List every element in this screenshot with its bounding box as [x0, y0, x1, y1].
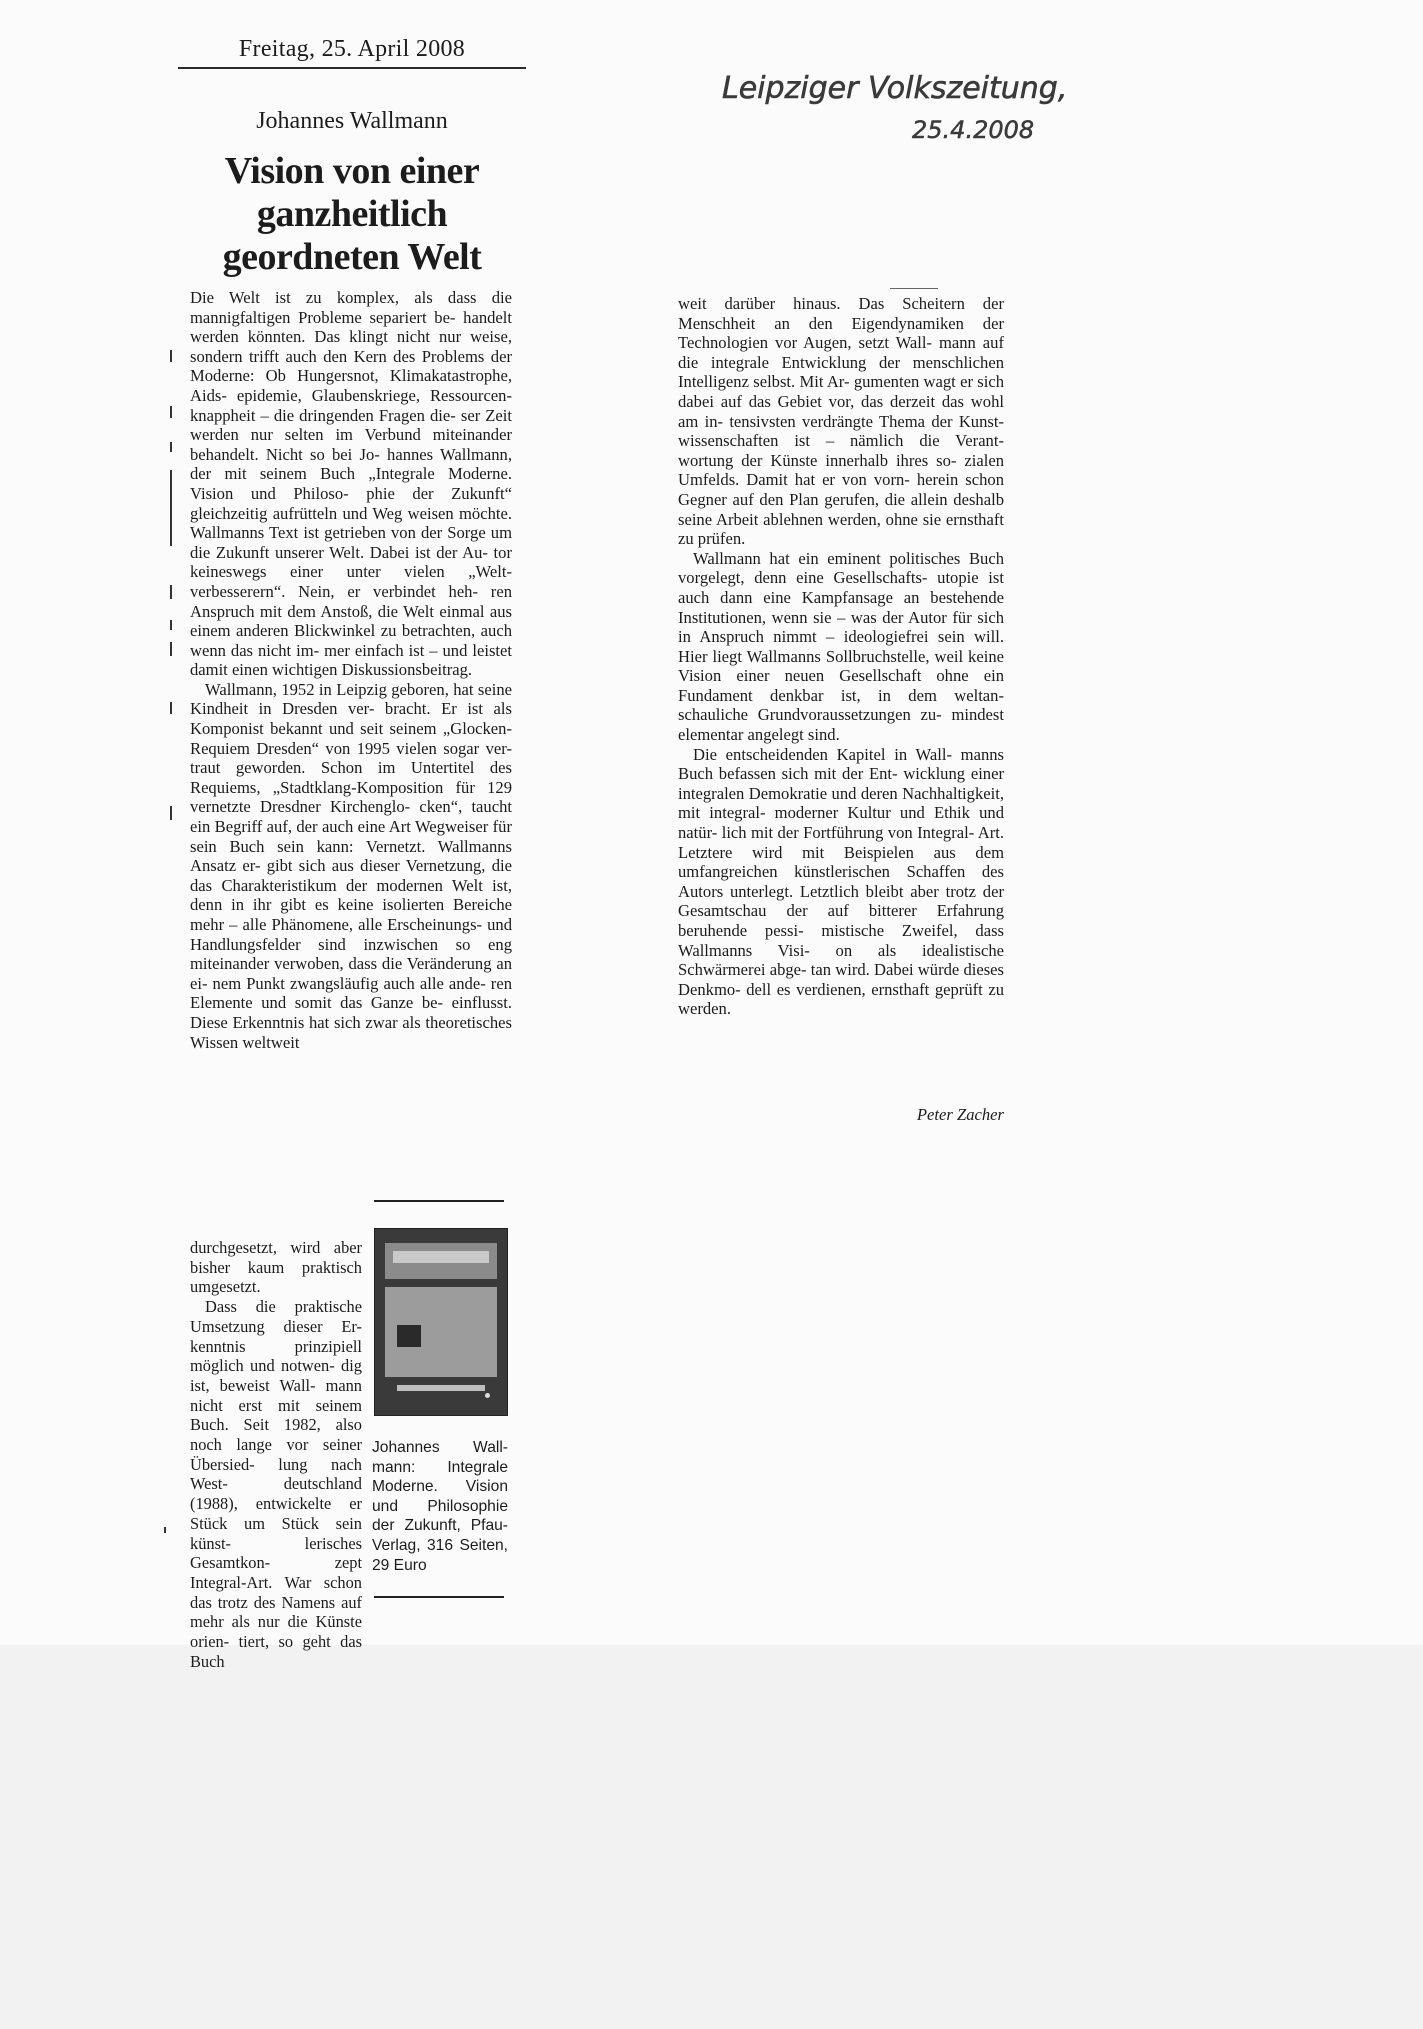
- margin-mark: [170, 585, 172, 599]
- publication-date: Freitag, 25. April 2008: [178, 36, 526, 69]
- book-cover-dot: [485, 1393, 490, 1398]
- paragraph: durchgesetzt, wird aber bisher kaum praktisch umgesetzt.: [190, 1238, 362, 1297]
- rule-above-image: [374, 1200, 504, 1202]
- book-caption: Johannes Wall- mann: Integrale Moderne. Vision und Philosophie der Zukunft, Pfau-Verlag, 316 Seiten, 29 Euro: [372, 1439, 508, 1574]
- headline-line-2: ganzheitlich: [256, 193, 448, 235]
- book-cover-bottom-strip: [397, 1385, 485, 1391]
- margin-mark: [170, 702, 172, 714]
- paragraph: Die entscheidenden Kapitel in Wall- manns Buch befassen sich mit der Ent- wicklung einer integralen Demokratie und deren Nachhaltigkeit, mit integral- moderner Kultur und Ethik und natür- lich mit der Fortführung von Integral- Art. Letztere wird mit Beispielen aus dem umfangreichen künstlerischen Schaffen des Autors unterlegt. Letztlich bleibt aber trotz der Gesamtschau der auf bitterer Erfahrung beruhende pessi- mistische Zweifel, dass Wallmanns Visi- on als idealistische Schwärmerei abge- tan wird. Dabei würde dieses Denkmo- dell es verdienen, ernsthaft geprüft zu werden.: [678, 744, 1004, 1019]
- scan-background-band: [0, 1645, 1423, 2029]
- handwritten-source-note: [712, 58, 1132, 148]
- handwritten-note-svg: [712, 58, 1132, 148]
- paragraph: Dass die praktische Umsetzung dieser Er- kenntnis prinzipiell möglich und notwen- dig ist, beweist Wall- mann nicht erst mit seinem Buch. Seit 1982, also noch lange vor seiner Übersied- lung nach West- deutschland (1988), entwickelte er Stück um Stück sein künst- lerisches Gesamtkon- zept Integral-Art. War schon das trotz des Namens auf mehr als nur die Künste orien- tiert, so geht das Buch: [190, 1297, 362, 1671]
- margin-mark: [170, 350, 172, 362]
- margin-mark: [170, 806, 172, 820]
- paragraph: Wallmann, 1952 in Leipzig geboren, hat seine Kindheit in Dresden ver- bracht. Er ist als Komponist bekannt und seit seinem „Glocken-Requiem Dresden“ von 1995 vielen sogar ver- traut geworden. Schon im Untertitel des Requiems, „Stadtklang-Komposition für 129 vernetzte Dresdner Kirchenglo- cken“, taucht ein Begriff auf, der auch eine Art Wegweiser für sein Buch sein kann: Vernetzt. Wallmanns Ansatz er- gibt sich aus dieser Vernetzung, die das Charakteristikum der modernen Welt ist, denn in ihr gibt es keine isolierten Bereiche mehr – alle Phänomene, alle Erscheinungs- und Handlungsfelder sind inzwischen so eng miteinander verwoben, dass die Veränderung an ei- nem Punkt zwangsläufig auch alle ande- ren Elemente und somit das Ganze be- einflusst. Diese Erkenntnis hat sich zwar als theoretisches Wissen weltweit: [190, 679, 512, 1052]
- article-author: Johannes Wallmann: [256, 108, 448, 134]
- handwritten-line-2: 25.4.2008: [912, 116, 1035, 144]
- article-signature: Peter Zacher: [916, 1105, 1004, 1124]
- margin-mark: [170, 470, 172, 546]
- article-left-narrow-column: [190, 1238, 362, 1671]
- book-cover-square: [397, 1325, 421, 1347]
- book-cover-title-strip: [393, 1251, 489, 1263]
- handwritten-line-1: Leipziger Volkszeitung,: [722, 71, 1068, 106]
- margin-mark: [170, 442, 172, 452]
- margin-mark: [170, 406, 172, 418]
- rule-below-caption: [374, 1596, 504, 1598]
- paragraph: weit darüber hinaus. Das Scheitern der Menschheit an den Eigendynamiken der Technologien vor Augen, setzt Wall- mann auf die integrale Entwicklung der menschlichen Intelligenz selbst. Mit Ar- gumenten wagt er sich dabei auf das Gebiet vor, das derzeit das wohl am in- tensivsten verdrängte Thema der Kunst- wissenschaften ist – nämlich die Verant- wortung der Künste innerhalb ihres so- zialen Umfelds. Damit hat er von vorn- herein schon Gegner auf den Plan gerufen, die allein deshalb seine Arbeit ablehnen werden, ohne sie ernsthaft zu prüfen.: [678, 294, 1004, 549]
- article-headline: [178, 150, 526, 279]
- paragraph: Wallmann hat ein eminent politisches Buch vorgelegt, denn eine Gesellschafts- utopie ist auch dann eine Kampfansage an bestehende Institutionen, wenn sie – was der Autor für sich in Anspruch nimmt – ideologiefrei sein will. Hier liegt Wallmanns Sollbruchstelle, weil keine Vision einer neuen Gesellschaft ohne ein Fundament denkbar ist, in dem weltan- schauliche Grundvoraussetzungen zu- mindest elementar angelegt sind.: [678, 548, 1004, 745]
- article-right-column: [678, 294, 1004, 1019]
- margin-mark: [170, 642, 172, 656]
- article-left-column: [190, 288, 512, 1052]
- top-right-rule: [890, 288, 938, 289]
- paragraph: Die Welt ist zu komplex, als dass die mannigfaltigen Probleme separiert be- handelt werden könnten. Das klingt nicht nur weise, sondern trifft auch den Kern des Problems der Moderne: Ob Hungersnot, Klimakatastrophe, Aids- epidemie, Glaubenskriege, Ressourcen- knappheit – die dringenden Fragen die- ser Zeit werden nur selten im Verbund miteinander behandelt. Nicht so bei Jo- hannes Wallmann, der mit seinem Buch „Integrale Moderne. Vision und Philoso- phie der Zukunft“ gleichzeitig aufrütteln und Weg weisen möchte. Wallmanns Text ist getrieben von der Sorge um die Zukunft unserer Welt. Dabei ist der Au- tor keineswegs einer unter vielen „Welt- verbesserern“. Nein, er verbindet heh- ren Anspruch mit dem Anstoß, die Welt einmal aus einem anderen Blickwinkel zu betrachten, auch wenn das nicht im- mer einfach ist – und leistet damit einen wichtigen Diskussionsbeitrag.: [190, 288, 512, 680]
- book-cover-image: [374, 1228, 508, 1416]
- headline-line-1: Vision von einer: [224, 150, 480, 192]
- headline-line-3: geordneten Welt: [222, 236, 482, 278]
- margin-mark: [170, 620, 172, 630]
- margin-mark: [164, 1527, 166, 1533]
